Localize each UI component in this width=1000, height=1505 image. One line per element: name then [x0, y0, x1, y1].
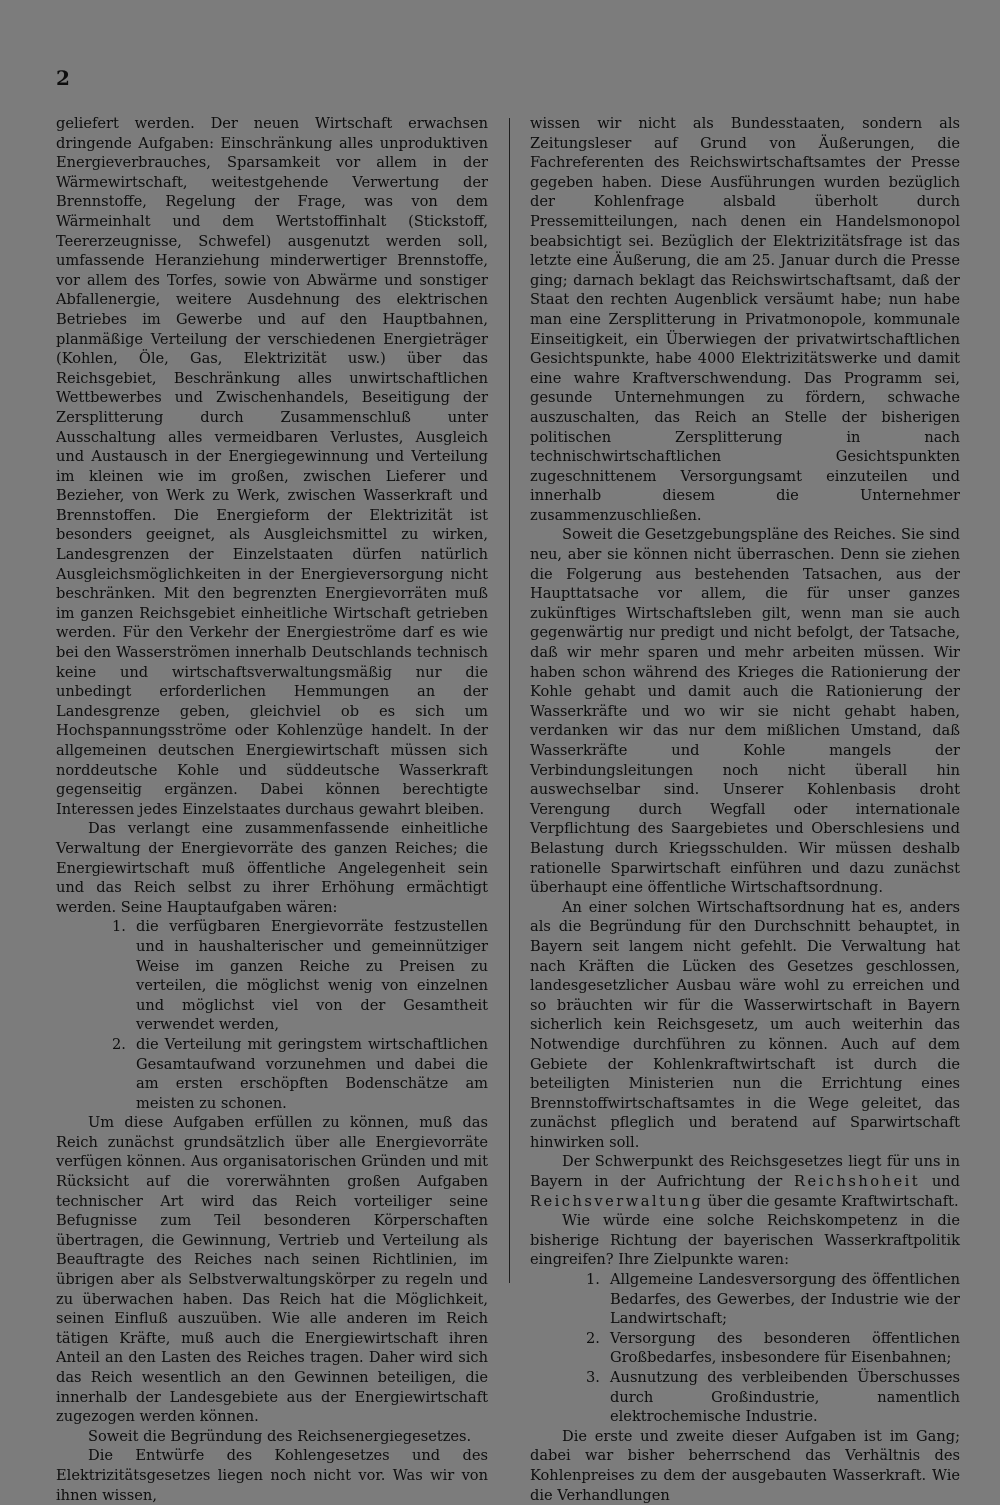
paragraph: Um diese Aufgaben erfüllen zu können, muß das Reich zunächst grundsätzlich über alle Energievorräte verfügen können. Aus organisatorischen Gründen und mit Rücksicht auf die vorerwähnten großen Aufgaben technischer Art wird das Reich vorteiliger seine Befugnisse zum Teil besonderen Körperschaften übertragen, die Gewinnung, Vertrieb und Verteilung als Beauftragte des Reiches nach seinen Richtlinien, im übrigen aber als Selbstverwaltungskörper zu regeln und zu überwachen haben. Das Reich hat die Möglichkeit, seinen Einfluß auszuüben. Wie alle anderen im Reich tätigen Kräfte, muß auch die Energiewirtschaft ihren Anteil an den Lasten des Reiches tragen. Daher wird sich das Reich wesentlich an den Gewinnen beteiligen, die innerhalb der Landesgebiete aus der Energiewirtschaft zugezogen werden können.	[56, 1114, 488, 1426]
paragraph: An einer solchen Wirtschaftsordnung hat es, anders als die Begründung für den Durchschnitt behauptet, in Bayern seit langem nicht gefehlt. Die Verwaltung hat nach Kräften die Lücken des Gesetzes geschlossen, landesgesetzlicher Ausbau wäre wohl zu erreichen und so bräuchten wir für die Wasserwirtschaft in Bayern sicherlich kein Reichsgesetz, um auch weiterhin das Notwendige durchführen zu können. Auch auf dem Gebiete der Kohlenkraftwirtschaft ist durch die beteiligten Ministerien nun die Errichtung eines Brennstoffwirtschaftsamtes in die Wege geleitet, das zunächst pfleglich und beratend auf Sparwirtschaft hinwirken soll.	[530, 898, 960, 1151]
list-item	[586, 1368, 960, 1427]
list-text: Allgemeine Landesversorgung des öffentlichen Bedarfes, des Gewerbes, der Industrie wie der Landwirtschaft;	[610, 1271, 960, 1328]
text-run: über die gesamte Kraftwirtschaft.	[707, 1192, 959, 1210]
list-item	[586, 1329, 960, 1368]
list-item	[586, 1270, 960, 1329]
right-column	[530, 114, 960, 1505]
column-divider	[509, 118, 510, 1283]
text-run: und	[931, 1173, 961, 1191]
paragraph: Die erste und zweite dieser Aufgaben ist im Gang; dabei war bisher beherrschend das Verhältnis des Kohlenpreises zu dem der ausgebauten Wasserkraft. Wie die Verhandlungen	[530, 1427, 960, 1504]
numbered-list	[56, 917, 488, 1113]
list-item	[112, 1035, 488, 1113]
list-text: Versorgung des besonderen öffentlichen Großbedarfes, insbesondere für Eisenbahnen;	[610, 1329, 960, 1367]
paragraph	[530, 1152, 960, 1211]
page-number: 2	[56, 66, 70, 90]
list-item	[112, 917, 488, 1035]
list-number: 3.	[586, 1369, 600, 1386]
list-text: Ausnutzung des verbleibenden Überschusses durch Großindustrie, namentlich elektrochemische Industrie.	[610, 1369, 960, 1426]
emphasized-term: Reichsverwaltung	[530, 1192, 704, 1210]
emphasized-term: Reichshoheit	[794, 1173, 921, 1191]
list-number: 1.	[112, 918, 126, 936]
list-text: die Verteilung mit geringstem wirtschaftlichen Gesamtaufwand vorzunehmen und dabei die am ersten erschöpften Bodenschätze am meisten zu schonen.	[136, 1035, 488, 1112]
list-number: 1.	[586, 1271, 600, 1289]
paragraph: Wie würde eine solche Reichskompetenz in die bisherige Richtung der bayerischen Wasserkraftpolitik eingreifen? Ihre Zielpunkte waren:	[530, 1212, 960, 1269]
paragraph: Die Entwürfe des Kohlengesetzes und des Elektrizitätsgesetzes liegen noch nicht vor. Was wir von ihnen wissen,	[56, 1447, 488, 1504]
numbered-list	[530, 1270, 960, 1427]
paragraph: Soweit die Gesetzgebungspläne des Reiches. Sie sind neu, aber sie können nicht überraschen. Denn sie ziehen die Folgerung aus bestehenden Tatsachen, aus der Haupttatsache vor allem, die für unser ganzes zukünftiges Wirtschaftsleben gilt, wenn man sie auch gegenwärtig nur predigt und nicht befolgt, der Tatsache, daß wir mehr sparen und mehr arbeiten müssen. Wir haben schon während des Krieges die Rationierung der Kohle gehabt und damit auch die Rationierung der Wasserkräfte und wo wir sie nicht gehabt haben, verdanken wir das nur dem mißlichen Umstand, daß Wasserkräfte und Kohle mangels der Verbindungsleitungen noch nicht überall hin auswechselbar sind. Unserer Kohlenbasis droht Verengung durch Wegfall oder internationale Verpflichtung des Saargebietes und Oberschlesiens und Belastung durch Kriegsschulden. Wir müssen deshalb rationelle Sparwirtschaft einführen und dazu zunächst überhaupt eine öffentliche Wirtschaftsordnung.	[530, 526, 960, 897]
left-column	[56, 114, 488, 1505]
list-number: 2.	[112, 1035, 126, 1053]
paragraph: geliefert werden. Der neuen Wirtschaft erwachsen dringende Aufgaben: Einschränkung alles unproduktiven Energieverbrauches, Sparsamkeit vor allem in der Wärmewirtschaft, weitestgehende Verwertung der Brennstoffe, Regelung der Frage, was von dem Wärmeinhalt und dem Wertstoffinhalt (Stickstoff, Teererzeugnisse, Schwefel) ausgenutzt werden soll, umfassende Heranziehung minderwertiger Brennstoffe, vor allem des Torfes, sowie von Abwärme und sonstiger Abfallenergie, weitere Ausdehnung des elektrischen Betriebes im Gewerbe und auf den Hauptbahnen, planmäßige Verteilung der verschiedenen Energieträger (Kohlen, Öle, Gas, Elektrizität usw.) über das Reichsgebiet, Beschränkung alles unwirtschaftlichen Wettbewerbes und Zwischenhandels, Beseitigung der Zersplitterung durch Zusammenschluß unter Ausschaltung alles vermeidbaren Verlustes, Ausgleich und Austausch in der Energiegewinnung und Verteilung im kleinen wie im großen, zwischen Lieferer und Bezieher, von Werk zu Werk, zwischen Wasserkraft und Brennstoffen. Die Energieform der Elektrizität ist besonders geeignet, als Ausgleichsmittel zu wirken, Landesgrenzen der Einzelstaaten dürfen natürlich Ausgleichsmöglichkeiten in der Energieversorgung nicht beschränken. Mit den begrenzten Energievorräten muß im ganzen Reichsgebiet einheitliche Wirtschaft getrieben werden. Für den Verkehr der Energieströme darf es wie bei den Wasserströmen innerhalb Deutschlands technisch keine und wirtschaftsverwaltungsmäßig nur die unbedingt erforderlichen Hemmungen an der Landesgrenze geben, gleichviel ob es sich um Hochspannungsströme oder Kohlenzüge handelt. In der allgemeinen deutschen Energiewirtschaft müssen sich norddeutsche Kohle und süddeutsche Wasserkraft gegenseitig ergänzen. Dabei können berechtigte Interessen jedes Einzelstaates durchaus gewahrt bleiben.	[56, 115, 488, 818]
paragraph: Das verlangt eine zusammenfassende einheitliche Verwaltung der Energievorräte des ganzen Reiches; die Energiewirtschaft muß öffentliche Angelegenheit sein und das Reich selbst zu ihrer Erhöhung ermächtigt werden. Seine Hauptaufgaben wären:	[56, 820, 488, 916]
paragraph: Soweit die Begründung des Reichsenergiegesetzes.	[88, 1427, 472, 1445]
text-run: Der Schwerpunkt des Reichsgesetzes liegt für uns in Bayern in der Aufrichtung der	[530, 1153, 960, 1191]
paragraph: wissen wir nicht als Bundesstaaten, sondern als Zeitungsleser auf Grund von Äußerungen, die Fachreferenten des Reichswirtschaftsamtes der Presse gegeben haben. Diese Ausführungen wurden bezüglich der Kohlenfrage alsbald überholt durch Pressemitteilungen, nach denen ein Handelsmonopol beabsichtigt sei. Bezüglich der Elektrizitätsfrage ist das letzte eine Äußerung, die am 25. Januar durch die Presse ging; darnach beklagt das Reichswirtschaftsamt, daß der Staat den rechten Augenblick versäumt habe; nun habe man eine Zersplitterung in Privatmonopole, kommunale Einseitigkeit, ein Überwiegen der privatwirtschaftlichen Gesichtspunkte, habe 4000 Elektrizitätswerke und damit eine wahre Kraftverschwendung. Das Programm sei, gesunde Unternehmungen zu fördern, schwache auszuschalten, das Reich an Stelle der bisherigen politischen Zersplitterung in nach technischwirtschaftlichen Gesichtspunkten zugeschnittenem Versorgungsamt einzuteilen und innerhalb diesem die Unternehmer zusammenzuschließen.	[530, 115, 960, 524]
list-number: 2.	[586, 1329, 600, 1347]
list-text: die verfügbaren Energievorräte festzustellen und in haushalterischer und gemeinnütziger Weise im ganzen Reiche zu Preisen zu verteilen, die möglichst wenig von einzelnen und möglichst viel von der Gesamtheit verwendet werden,	[136, 918, 488, 1034]
